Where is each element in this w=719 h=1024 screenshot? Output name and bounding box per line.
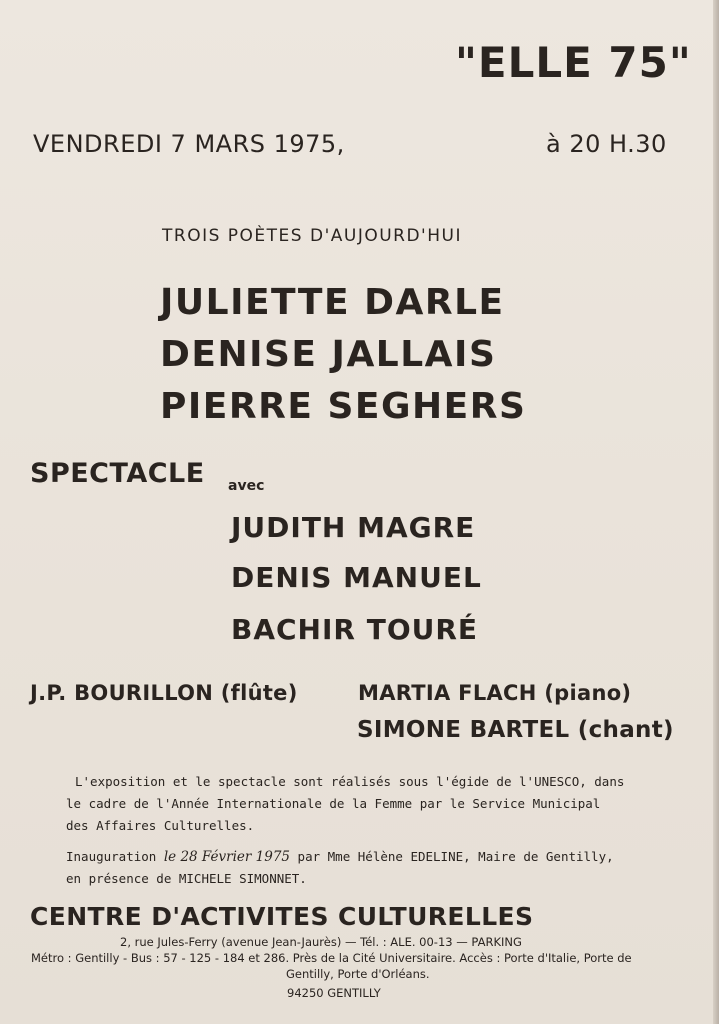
event-time: à 20 H.30 [546, 130, 667, 158]
musician-chant: SIMONE BARTEL (chant) [357, 717, 674, 743]
inauguration-prefix: Inauguration [66, 849, 164, 864]
actor-name: DENIS MANUEL [231, 561, 482, 594]
body-line: en présence de MICHELE SIMONNET. [66, 871, 307, 886]
venue-zip: 94250 GENTILLY [287, 986, 381, 1000]
musician-flute: J.P. BOURILLON (flûte) [30, 681, 298, 705]
event-subtitle: TROIS POÈTES D'AUJOURD'HUI [162, 226, 462, 246]
venue-address: 2, rue Jules-Ferry (avenue Jean-Jaurès) — Tél. : ALE. 00-13 — PARKING [120, 935, 522, 949]
spectacle-heading: SPECTACLE [30, 458, 205, 489]
poet-name: JULIETTE DARLE [160, 282, 505, 323]
poet-name: PIERRE SEGHERS [160, 386, 527, 427]
page-edge [713, 0, 719, 1024]
inauguration-date: le 28 Février 1975 [163, 849, 291, 865]
body-line: des Affaires Culturelles. [66, 818, 255, 833]
inauguration-line [66, 846, 614, 868]
spectacle-avec: avec [228, 478, 265, 494]
venue-name: CENTRE D'ACTIVITES CULTURELLES [30, 902, 534, 931]
inauguration-suffix: par Mme Hélène EDELINE, Maire de Gentilly, [290, 849, 614, 864]
venue-transport: Métro : Gentilly - Bus : 57 - 125 - 184 et 286. Près de la Cité Universitaire. Accès : Porte d'Italie, Porte de [31, 951, 632, 965]
body-line: le cadre de l'Année Internationale de la Femme par le Service Municipal [66, 796, 601, 811]
actor-name: JUDITH MAGRE [231, 511, 476, 544]
poet-name: DENISE JALLAIS [160, 334, 497, 375]
musician-piano: MARTIA FLACH (piano) [358, 681, 632, 705]
body-line: L'exposition et le spectacle sont réalisés sous l'égide de l'UNESCO, dans [75, 774, 625, 789]
event-date: VENDREDI 7 MARS 1975, [33, 130, 345, 158]
venue-transport-cont: Gentilly, Porte d'Orléans. [286, 967, 430, 981]
event-series-title: "ELLE 75" [455, 38, 692, 87]
actor-name: BACHIR TOURÉ [231, 613, 479, 646]
